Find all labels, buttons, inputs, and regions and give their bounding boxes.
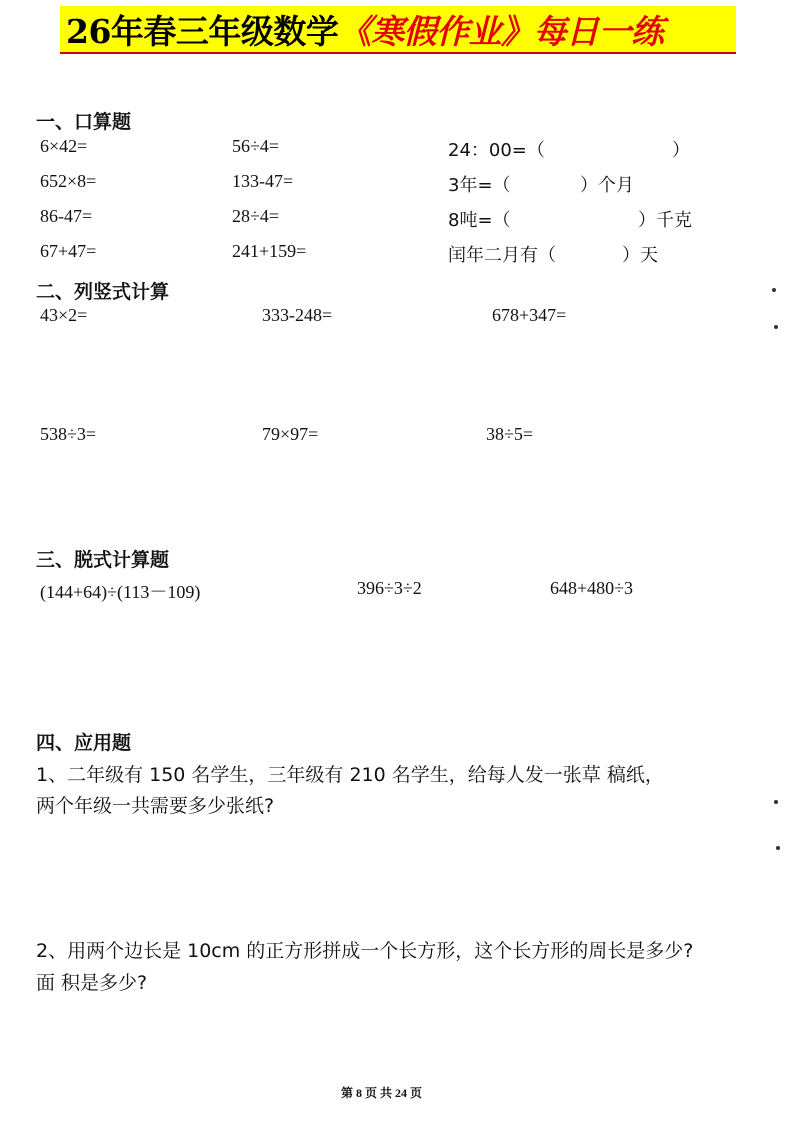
oral-item: ）千克 — [638, 210, 692, 231]
section1-title: 一、口算题 — [36, 111, 132, 133]
oral-item: 闰年二月有（ — [448, 245, 556, 266]
section4-title: 四、应用题 — [36, 732, 132, 754]
title-banner — [60, 6, 736, 54]
oral-item: 3年=（ — [448, 175, 511, 196]
vertical-calc-item: 79×97= — [262, 424, 319, 444]
oral-item: 8吨=（ — [448, 210, 511, 231]
vertical-calc-item: 43×2= — [40, 305, 88, 325]
vertical-calc-item: 333-248= — [262, 305, 333, 325]
oral-item: 56÷4= — [232, 136, 280, 156]
title-part2: 《寒假作业》每日一练 — [338, 11, 664, 51]
title-part1: 26年春三年级数学 — [66, 11, 339, 51]
page-footer: 第 8 页 共 24 页 — [341, 1086, 423, 1100]
oral-item: 133-47= — [232, 171, 294, 191]
step-calc-item: (144+64)÷(113－109) — [40, 582, 201, 602]
word-problem-2-line1: 2、用两个边长是 10cm 的正方形拼成一个长方形，这个长方形的周长是多少? — [36, 940, 694, 962]
vertical-calc-item: 538÷3= — [40, 424, 97, 444]
scan-mark — [774, 800, 778, 804]
vertical-calc-item: 38÷5= — [486, 424, 534, 444]
word-problem-2-line2: 面 积是多少? — [36, 972, 148, 994]
scan-mark — [776, 846, 780, 850]
oral-item: 86-47= — [40, 206, 93, 226]
step-calc-item: 396÷3÷2 — [357, 578, 422, 598]
oral-item: 24：00=（ — [448, 140, 545, 161]
oral-item: 652×8= — [40, 171, 97, 191]
vertical-calc-item: 678+347= — [492, 305, 567, 325]
section2-title: 二、列竖式计算 — [36, 281, 170, 303]
oral-item: 28÷4= — [232, 206, 280, 226]
word-problem-1-line1: 1、二年级有 150 名学生，三年级有 210 名学生，给每人发一张草 稿纸， — [36, 764, 664, 786]
section3-title: 三、脱式计算题 — [36, 549, 170, 571]
word-problem-1-line2: 两个年级一共需要多少张纸? — [36, 795, 275, 817]
oral-item: 67+47= — [40, 241, 97, 261]
oral-item: ） — [672, 140, 690, 161]
scan-mark — [772, 288, 776, 292]
oral-item: ）天 — [622, 245, 658, 266]
oral-item: ）个月 — [580, 175, 634, 196]
oral-item: 241+159= — [232, 241, 307, 261]
oral-item: 6×42= — [40, 136, 88, 156]
scan-mark — [774, 325, 778, 329]
step-calc-item: 648+480÷3 — [550, 578, 634, 598]
